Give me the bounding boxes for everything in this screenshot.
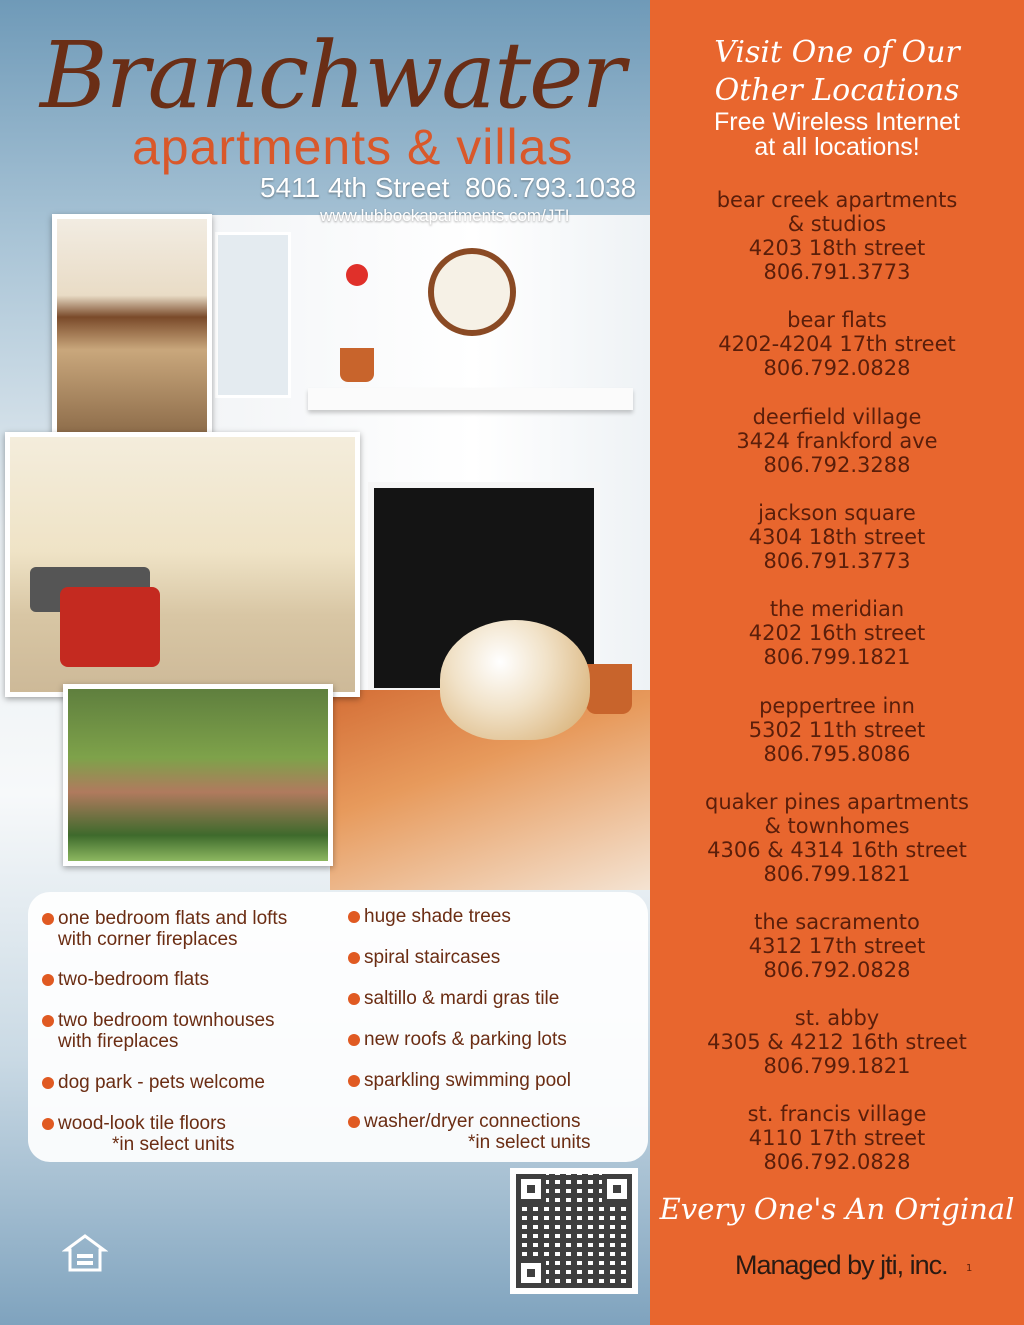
location-entry: the sacramento 4312 17th street 806.792.0828 <box>748 910 926 982</box>
feature-item: saltillo & mardi gras tile <box>364 988 559 1009</box>
feature-item: washer/dryer connections *in select units <box>364 1111 591 1153</box>
tagline: Every One's An Original <box>659 1192 1015 1226</box>
location-entry: peppertree inn 5302 11th street 806.795.8086 <box>748 694 926 766</box>
feature-item: huge shade trees <box>364 906 511 927</box>
qr-finder-pattern <box>602 1174 632 1204</box>
bullet-icon <box>42 1015 54 1027</box>
equal-housing-icon <box>62 1232 108 1278</box>
kitchen-photo <box>52 214 212 442</box>
bullet-icon <box>348 993 360 1005</box>
bullet-icon <box>42 1118 54 1130</box>
feature-item: new roofs & parking lots <box>364 1029 567 1050</box>
location-entry: the meridian 4202 16th street 806.799.1821 <box>748 597 926 669</box>
bullet-icon <box>42 974 54 986</box>
feature-item: wood-look tile floors *in select units <box>58 1113 235 1155</box>
feature-item: two-bedroom flats <box>58 969 209 990</box>
features-panel <box>28 892 648 1162</box>
feature-item: one bedroom flats and lofts with corner fireplaces <box>58 908 287 950</box>
location-entry: st. francis village 4110 17th street 806.792.0828 <box>747 1102 927 1174</box>
dog-photo <box>440 620 590 740</box>
flower-pot-image <box>340 348 374 382</box>
brand-subtitle: apartments & villas <box>132 119 574 175</box>
brand-website[interactable]: www.lubbockapartments.com/JTI <box>320 206 570 225</box>
bullet-icon <box>42 1077 54 1089</box>
gerbera-flower-image <box>346 264 368 286</box>
red-chair-image <box>60 587 160 667</box>
location-entry: bear flats 4202-4204 17th street 806.792.0828 <box>718 308 956 380</box>
brand-logo: Branchwater <box>40 22 624 129</box>
feature-item: spiral staircases <box>364 947 500 968</box>
qr-code-icon[interactable] <box>510 1168 638 1294</box>
bullet-icon <box>348 1075 360 1087</box>
qr-finder-pattern <box>516 1174 546 1204</box>
qr-finder-pattern <box>516 1258 546 1288</box>
orchid-pot-image <box>586 664 632 714</box>
location-entry: deerfield village 3424 frankford ave 806.792.3288 <box>736 405 938 477</box>
wall-clock-image <box>428 248 516 336</box>
living-room-photo <box>5 432 360 697</box>
bullet-icon <box>348 911 360 923</box>
bullet-icon <box>348 1116 360 1128</box>
brand-phone: 806.793.1038 <box>464 172 637 203</box>
location-entry: st. abby 4305 & 4212 16th street 806.799.1821 <box>707 1006 967 1078</box>
feature-item: dog park - pets welcome <box>58 1072 265 1093</box>
qr-code-pattern <box>516 1174 632 1288</box>
location-entry: quaker pines apartments & townhomes 4306 & 4314 16th street 806.799.1821 <box>705 790 969 886</box>
managed-by: Managed by jti, inc. <box>735 1250 948 1280</box>
window-image <box>215 232 291 398</box>
courtyard-photo <box>63 684 333 866</box>
visit-heading: Visit One of Our Other Locations <box>714 35 960 108</box>
brand-address: 5411 4th Street <box>260 172 450 203</box>
bullet-icon <box>348 1034 360 1046</box>
location-entry: jackson square 4304 18th street 806.791.3773 <box>748 501 926 573</box>
feature-item: two bedroom townhouses with fireplaces <box>58 1010 275 1052</box>
bullet-icon <box>42 913 54 925</box>
mantel-image <box>308 388 633 410</box>
wifi-notice: Free Wireless Internet at all locations! <box>714 108 960 161</box>
location-entry: bear creek apartments & studios 4203 18th street 806.791.3773 <box>716 188 958 284</box>
feature-item: sparkling swimming pool <box>364 1070 571 1091</box>
bullet-icon <box>348 952 360 964</box>
page-number: 1 <box>966 1263 973 1274</box>
brand-address-phone <box>260 172 636 204</box>
